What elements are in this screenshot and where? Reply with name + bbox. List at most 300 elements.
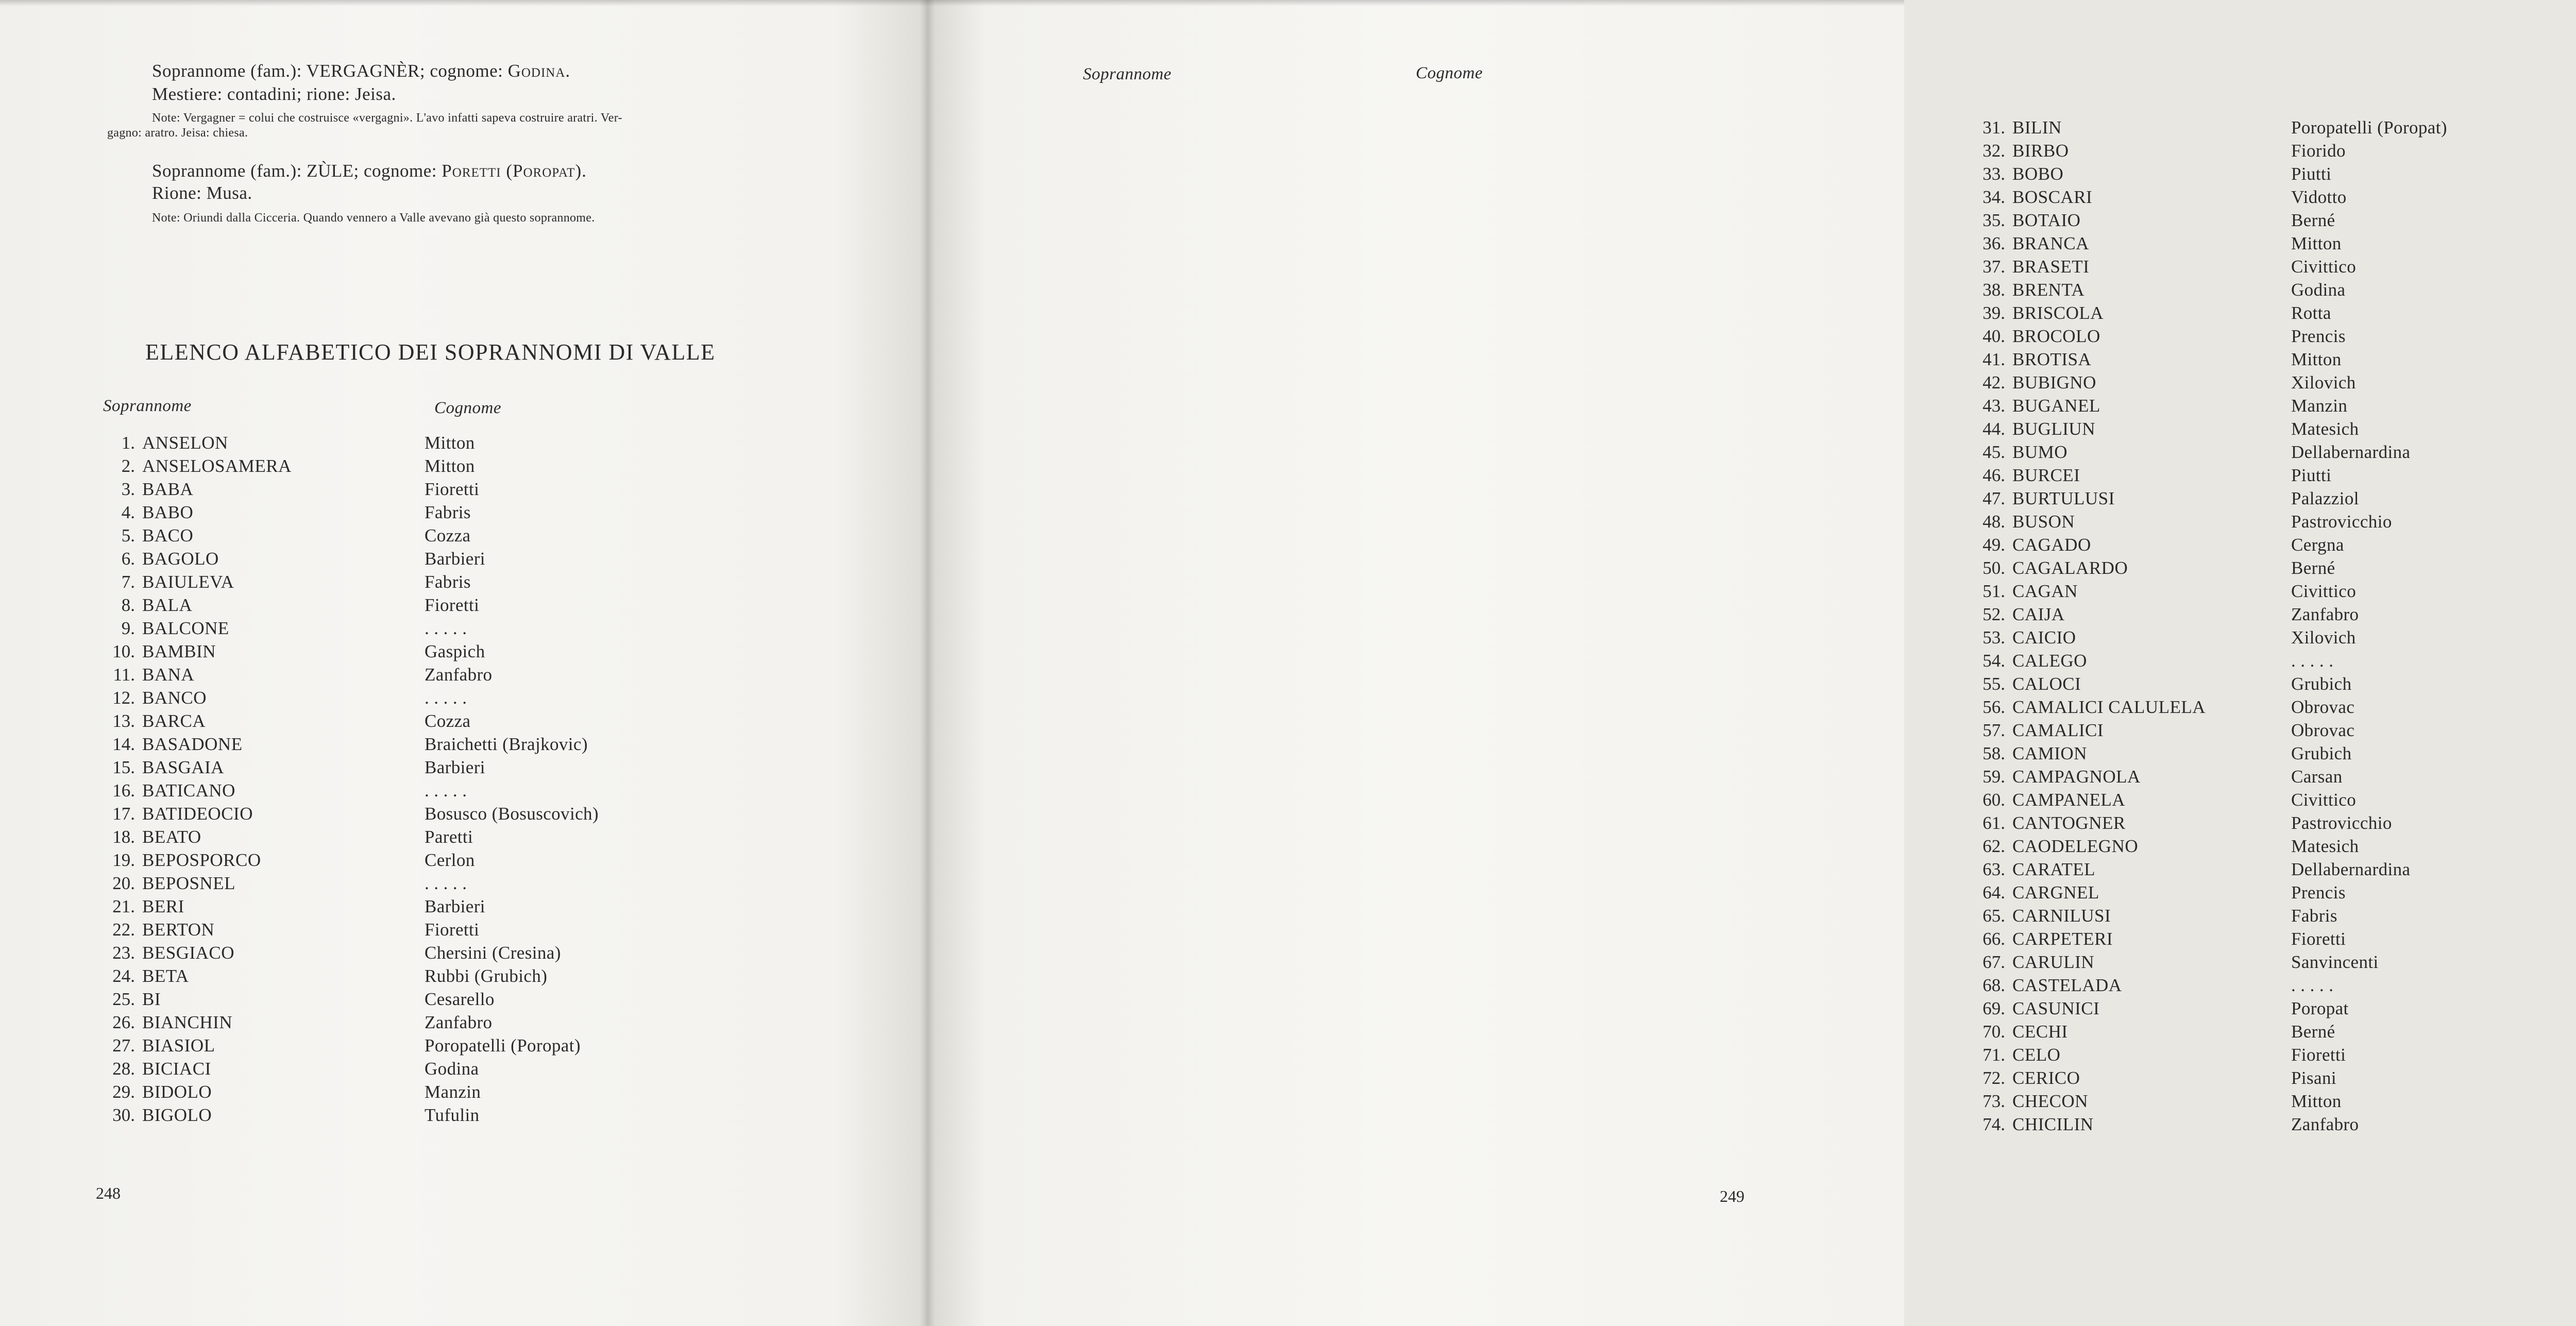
entry-nickname: CAGAN [2012,581,2078,601]
entry-surname: . . . . . [2291,975,2334,995]
entry-number: 6. [121,549,135,569]
entry-surname: . . . . . [425,618,467,638]
list-item [1968,117,2576,141]
entry-surname: Gaspich [425,641,485,661]
entry-nickname: BIANCHIN [142,1012,233,1032]
entry-nickname: CALOCI [2012,674,2081,694]
entry-number: 72. [1982,1068,2005,1088]
entry-number: 74. [1982,1114,2005,1134]
entry-nickname: CASTELADA [2012,975,2122,995]
entry-surname: Xilovich [2291,372,2356,393]
entry-nickname: BAIULEVA [142,572,234,592]
entry-zule-line1 [152,161,587,181]
entry-number: 70. [1982,1022,2005,1042]
list-item [101,1082,822,1105]
entry-vergagner-note-line1: Note: Vergagner = colui che costruisce «vergagni». L'avo infatti sapeva costruire aratri. Ver- [152,111,622,125]
entry-nickname: BROTISA [2012,349,2092,369]
entry-surname: Fabris [2291,906,2337,926]
list-item [1968,743,2576,767]
entry-surname: Fioretti [2291,1045,2346,1065]
entry-number: 35. [1982,210,2005,230]
entry-number: 17. [112,804,135,824]
entry-surname: Tufulin [425,1105,480,1125]
entry-nickname: BUGANEL [2012,396,2100,416]
page-right [927,0,2447,1326]
entry-number: 18. [112,827,135,847]
entry-nickname: BRISCOLA [2012,303,2104,323]
list-item [1968,906,2576,929]
entry-nickname: BI [142,989,161,1009]
entry-number: 12. [112,688,135,708]
entry-surname: . . . . . [425,688,467,708]
entry-number: 47. [1982,488,2005,508]
entry-surname: Matesich [2291,836,2359,856]
entry-surname: Manzin [2291,396,2348,416]
book-gutter [920,0,935,1326]
entry-nickname: CARATEL [2012,859,2095,879]
entry-surname: Bosusco (Bosuscovich) [425,804,599,824]
label-cognome: cognome: [364,161,437,181]
entry-nickname: BURCEI [2012,465,2080,485]
entry-nickname: BILIN [2012,117,2062,138]
entry-nickname: BEATO [142,827,201,847]
entry-nickname: CAMION [2012,743,2087,763]
entry-surname: Fioretti [425,479,480,499]
surname: Poretti (Poropat). [442,161,587,181]
entry-surname: Civittico [2291,581,2357,601]
entry-surname: Grubich [2291,674,2352,694]
entry-number: 10. [112,641,135,661]
entry-nickname: CHECON [2012,1091,2088,1111]
entry-number: 13. [112,711,135,731]
entry-surname: Cergna [2291,535,2344,555]
entry-nickname: BALCONE [142,618,229,638]
page-number: 248 [96,1184,121,1202]
entry-nickname: CAODELEGNO [2012,836,2139,856]
entry-number: 38. [1982,280,2005,300]
entry-nickname: BIGOLO [142,1105,212,1125]
list-item [101,688,822,711]
label-cognome: cognome: [430,61,503,81]
entry-surname: Pastrovicchio [2291,813,2392,833]
list-item [101,804,822,827]
entry-surname: Prencis [2291,326,2346,346]
list-item [1968,767,2576,790]
entry-surname: Cozza [425,711,471,731]
list-item [101,1035,822,1059]
entry-surname: Berné [2291,558,2335,578]
entry-nickname: BEPOSPORCO [142,850,261,870]
list-item [1968,720,2576,743]
list-item [101,502,822,525]
entry-surname: Fioretti [425,920,480,940]
entry-number: 51. [1982,581,2005,601]
entry-surname: Carsan [2291,767,2343,787]
entry-surname: Fiorido [2291,141,2346,161]
nickname: VERGAGNÈR; [306,61,426,81]
list-item [1968,929,2576,952]
entry-nickname: CAIJA [2012,604,2065,624]
entry-nickname: BANCO [142,688,207,708]
entry-nickname: CARULIN [2012,952,2095,972]
entry-number: 55. [1982,674,2005,694]
entry-number: 9. [121,618,135,638]
entry-vergagner-line1 [152,61,570,81]
entry-nickname: BOBO [2012,164,2064,184]
entry-number: 61. [1982,813,2005,833]
entry-surname: Mitton [425,433,475,453]
list-item [101,595,822,618]
entry-number: 33. [1982,164,2005,184]
entry-surname: Matesich [2291,419,2359,439]
entry-surname: Cerlon [425,850,475,870]
entry-surname: Vidotto [2291,187,2347,207]
list-item [1968,859,2576,882]
entry-surname: Fabris [425,502,471,522]
entry-number: 67. [1982,952,2005,972]
list-item [1968,280,2576,303]
list-item [101,525,822,549]
entry-number: 3. [121,479,135,499]
list-item [1968,488,2576,512]
list-item [1968,535,2576,558]
entry-nickname: BOTAIO [2012,210,2081,230]
entry-surname: Zanfabro [2291,604,2359,624]
entry-number: 11. [113,665,135,685]
list-item [101,757,822,780]
entry-vergagner-line2: Mestiere: contadini; rione: Jeisa. [152,84,396,104]
nickname-list-left [101,433,822,1128]
list-item [1968,349,2576,372]
entry-surname: Cozza [425,525,471,546]
entry-number: 15. [112,757,135,777]
list-item [1968,882,2576,906]
entry-nickname: BALA [142,595,193,615]
entry-number: 26. [112,1012,135,1032]
entry-surname: Grubich [2291,743,2352,763]
column-header-soprannome: Soprannome [1083,65,1172,83]
list-item [1968,651,2576,674]
entry-number: 56. [1982,697,2005,717]
entry-nickname: BETA [142,966,189,986]
label-soprannome: Soprannome (fam.): [152,161,302,181]
entry-number: 62. [1982,836,2005,856]
entry-surname: Manzin [425,1082,481,1102]
entry-nickname: BUBIGNO [2012,372,2096,393]
entry-nickname: CALEGO [2012,651,2087,671]
entry-nickname: BIRBO [2012,141,2069,161]
list-item [101,665,822,688]
surname: Godina. [507,61,571,81]
list-item [1968,442,2576,465]
entry-surname: . . . . . [425,873,467,893]
list-item [1968,164,2576,187]
list-item [101,711,822,734]
list-item [1968,813,2576,836]
entry-number: 73. [1982,1091,2005,1111]
entry-number: 69. [1982,998,2005,1018]
entry-number: 34. [1982,187,2005,207]
list-item [1968,674,2576,697]
entry-nickname: CAMPAGNOLA [2012,767,2141,787]
list-item [101,1059,822,1082]
entry-surname: Xilovich [2291,627,2356,648]
entry-number: 58. [1982,743,2005,763]
entry-nickname: BACO [142,525,194,546]
entry-nickname: BATICANO [142,780,235,801]
entry-surname: Civittico [2291,257,2357,277]
entry-surname: Dellabernardina [2291,859,2411,879]
list-item [1968,975,2576,998]
list-item [101,873,822,896]
entry-surname: Civittico [2291,790,2357,810]
entry-number: 54. [1982,651,2005,671]
entry-number: 14. [112,734,135,754]
list-item [1968,1114,2576,1137]
entry-nickname: BOSCARI [2012,187,2093,207]
entry-surname: Mitton [425,456,475,476]
entry-nickname: CAMALICI CALULELA [2012,697,2206,717]
entry-surname: Pastrovicchio [2291,512,2392,532]
entry-surname: Berné [2291,210,2335,230]
entry-surname: Pisani [2291,1068,2336,1088]
entry-nickname: BARCA [142,711,206,731]
entry-nickname: ANSELOSAMERA [142,456,292,476]
entry-nickname: CHICILIN [2012,1114,2094,1134]
entry-number: 16. [112,780,135,801]
entry-nickname: BRENTA [2012,280,2085,300]
list-item [1968,465,2576,488]
entry-number: 40. [1982,326,2005,346]
list-item [1968,952,2576,975]
list-item [1968,257,2576,280]
entry-number: 46. [1982,465,2005,485]
list-item [101,989,822,1012]
list-item [1968,326,2576,349]
entry-nickname: BANA [142,665,195,685]
entry-number: 8. [121,595,135,615]
entry-surname: Rubbi (Grubich) [425,966,548,986]
list-item [1968,836,2576,859]
list-item [1968,303,2576,326]
entry-surname: Poropat [2291,998,2349,1018]
list-item [1968,998,2576,1022]
column-header-cognome: Cognome [1416,64,1483,82]
entry-nickname: ANSELON [142,433,228,453]
column-header-cognome: Cognome [434,399,501,417]
entry-surname: Dellabernardina [2291,442,2411,462]
entry-number: 48. [1982,512,2005,532]
entry-nickname: CAGADO [2012,535,2091,555]
entry-surname: Barbieri [425,549,485,569]
list-item [1968,396,2576,419]
entry-nickname: BATIDEOCIO [142,804,253,824]
list-item [101,1105,822,1128]
entry-nickname: BAGOLO [142,549,219,569]
entry-surname: Fioretti [425,595,480,615]
list-item [1968,1068,2576,1091]
entry-surname: Barbieri [425,757,485,777]
entry-vergagner-note-line2: gagno: aratro. Jeisa: chiesa. [107,126,248,140]
list-item [1968,210,2576,233]
entry-surname: . . . . . [425,780,467,801]
entry-number: 45. [1982,442,2005,462]
list-item [1968,1045,2576,1068]
entry-number: 37. [1982,257,2005,277]
list-item [101,456,822,479]
entry-nickname: BERTON [142,920,215,940]
entry-number: 43. [1982,396,2005,416]
list-item [101,433,822,456]
list-item [1968,604,2576,627]
column-header-soprannome: Soprannome [103,397,192,415]
list-item [101,479,822,502]
entry-nickname: CARGNEL [2012,882,2099,903]
entry-surname: Berné [2291,1022,2335,1042]
entry-nickname: BICIACI [142,1059,211,1079]
entry-surname: Poropatelli (Poropat) [2291,117,2447,138]
list-item [1968,372,2576,396]
list-item [1968,558,2576,581]
entry-number: 25. [112,989,135,1009]
list-item [101,1012,822,1035]
list-item [101,920,822,943]
entry-number: 20. [112,873,135,893]
list-item [1968,1022,2576,1045]
entry-number: 66. [1982,929,2005,949]
list-item [101,966,822,989]
list-item [1968,1091,2576,1114]
entry-nickname: BRASETI [2012,257,2090,277]
entry-surname: Palazziol [2291,488,2359,508]
list-item [1968,581,2576,604]
entry-number: 65. [1982,906,2005,926]
entry-surname: Cesarello [425,989,495,1009]
list-item [1968,697,2576,720]
entry-surname: Zanfabro [425,665,493,685]
entry-nickname: CAGALARDO [2012,558,2128,578]
entry-number: 19. [112,850,135,870]
entry-surname: Godina [2291,280,2346,300]
entry-surname: Prencis [2291,882,2346,903]
entry-nickname: BAMBIN [142,641,216,661]
entry-number: 29. [112,1082,135,1102]
entry-number: 21. [112,896,135,916]
entry-surname: Mitton [2291,233,2342,253]
entry-nickname: BEPOSNEL [142,873,235,893]
entry-nickname: BABA [142,479,194,499]
list-item [101,896,822,920]
entry-nickname: CERICO [2012,1068,2080,1088]
entry-number: 22. [112,920,135,940]
entry-nickname: CASUNICI [2012,998,2100,1018]
entry-surname: Fabris [425,572,471,592]
entry-number: 1. [121,433,135,453]
entry-number: 60. [1982,790,2005,810]
entry-number: 2. [121,456,135,476]
list-item [1968,790,2576,813]
entry-number: 23. [112,943,135,963]
entry-number: 68. [1982,975,2005,995]
list-item [1968,419,2576,442]
page-edge-shadow [0,0,1904,6]
list-item [1968,187,2576,210]
entry-number: 41. [1982,349,2005,369]
list-item [1968,141,2576,164]
entry-nickname: CANTOGNER [2012,813,2126,833]
entry-number: 7. [121,572,135,592]
entry-number: 5. [121,525,135,546]
entry-zule-note-line1: Note: Oriundi dalla Cicceria. Quando vennero a Valle avevano già questo soprannome. [152,211,595,225]
section-title: ELENCO ALFABETICO DEI SOPRANNOMI DI VALLE [145,339,716,365]
entry-nickname: BUMO [2012,442,2068,462]
entry-number: 32. [1982,141,2005,161]
entry-nickname: BASGAIA [142,757,225,777]
entry-surname: . . . . . [2291,651,2334,671]
nickname: ZÙLE; [307,161,359,181]
entry-nickname: CAICIO [2012,627,2076,648]
entry-number: 36. [1982,233,2005,253]
entry-nickname: CELO [2012,1045,2061,1065]
page-left [0,0,927,1326]
entry-nickname: BIDOLO [142,1082,212,1102]
entry-surname: Fioretti [2291,929,2346,949]
entry-nickname: CAMPANELA [2012,790,2126,810]
entry-surname: Sanvincenti [2291,952,2379,972]
list-item [101,780,822,804]
list-item [101,572,822,595]
entry-nickname: BUGLIUN [2012,419,2095,439]
entry-nickname: BROCOLO [2012,326,2100,346]
entry-number: 59. [1982,767,2005,787]
entry-nickname: CECHI [2012,1022,2068,1042]
entry-number: 49. [1982,535,2005,555]
entry-number: 57. [1982,720,2005,740]
list-item [101,549,822,572]
entry-number: 52. [1982,604,2005,624]
entry-surname: Piutti [2291,164,2332,184]
entry-number: 53. [1982,627,2005,648]
entry-surname: Zanfabro [2291,1114,2359,1134]
entry-surname: Chersini (Cresina) [425,943,561,963]
list-item [101,618,822,641]
entry-number: 27. [112,1035,135,1056]
entry-number: 4. [121,502,135,522]
entry-nickname: CARNILUSI [2012,906,2111,926]
entry-number: 31. [1982,117,2005,138]
entry-surname: Barbieri [425,896,485,916]
entry-surname: Mitton [2291,349,2342,369]
entry-surname: Obrovac [2291,720,2355,740]
entry-nickname: BABO [142,502,194,522]
entry-nickname: BURTULUSI [2012,488,2115,508]
entry-surname: Godina [425,1059,479,1079]
label-soprannome: Soprannome (fam.): [152,61,302,81]
list-item [101,943,822,966]
entry-nickname: CAMALICI [2012,720,2104,740]
entry-nickname: CARPETERI [2012,929,2113,949]
entry-number: 64. [1982,882,2005,903]
entry-number: 30. [112,1105,135,1125]
list-item [1968,233,2576,257]
list-item [1968,627,2576,651]
entry-surname: Paretti [425,827,473,847]
entry-nickname: BRANCA [2012,233,2089,253]
entry-nickname: BERI [142,896,184,916]
entry-surname: Rotta [2291,303,2331,323]
entry-number: 44. [1982,419,2005,439]
page-number: 249 [1720,1187,1744,1205]
